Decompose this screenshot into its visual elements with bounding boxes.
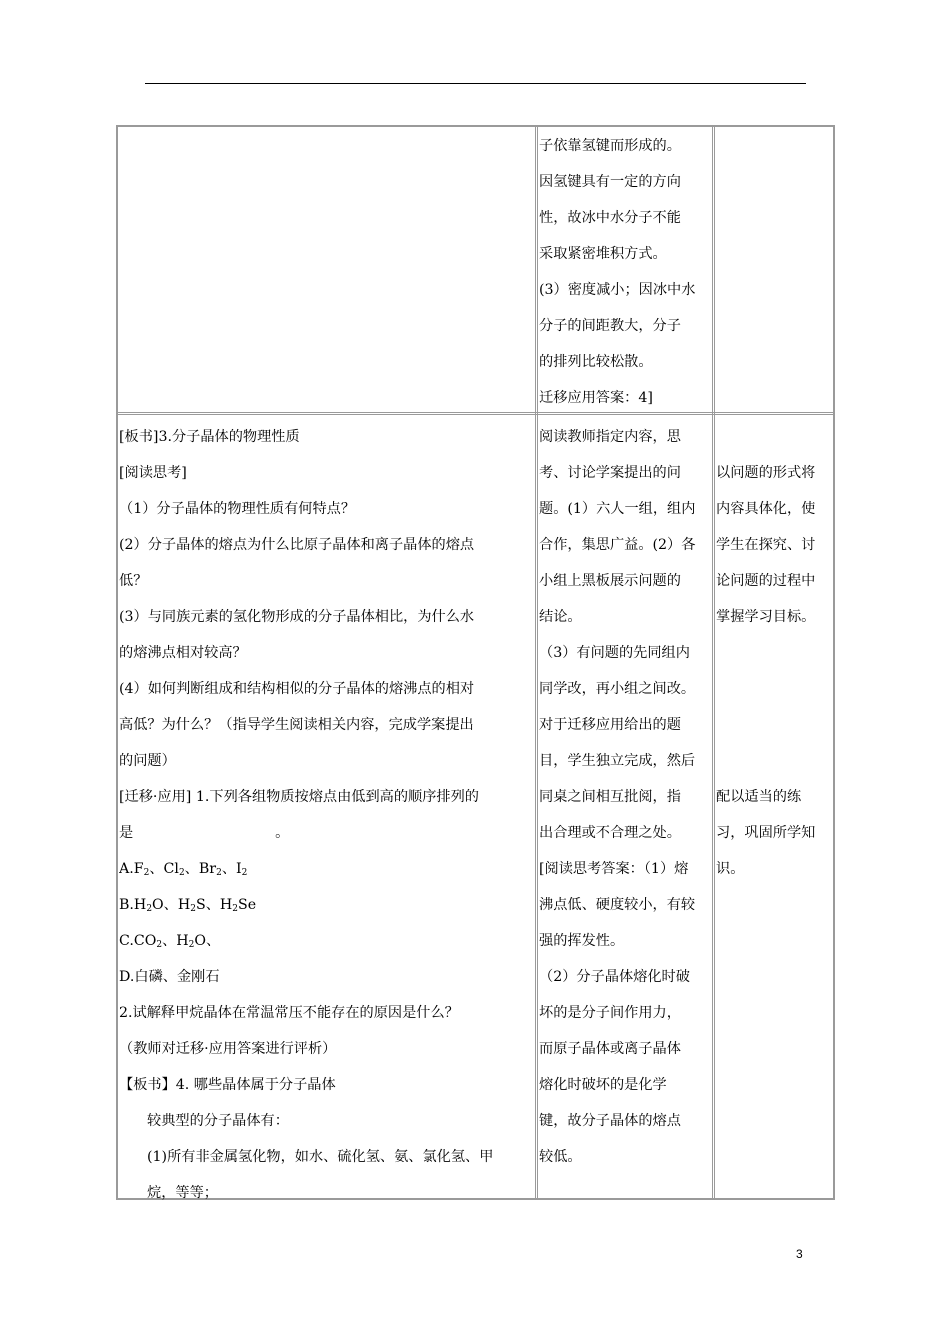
row-divider bbox=[118, 412, 833, 415]
text-line: 因氢键具有一定的方向 bbox=[539, 174, 681, 190]
option-a: $A.F_2$、$Cl_2$、$Br_2$、$I_2$ bbox=[119, 861, 248, 878]
text-line: 强的挥发性。 bbox=[539, 933, 625, 949]
text-line: 的排列比较松散。 bbox=[539, 354, 653, 370]
text-line: 较低。 bbox=[539, 1149, 582, 1165]
text-line: （1）分子晶体的物理性质有何特点？ bbox=[119, 501, 356, 517]
text-line: (3）与同族元素的氢化物形成的分子晶体相比，为什么水 bbox=[119, 609, 475, 625]
text-line: [阅读思考] bbox=[119, 465, 187, 481]
text-line: 结论。 bbox=[539, 609, 582, 625]
text-line: 的熔沸点相对较高？ bbox=[119, 645, 247, 661]
text-line: 识。 bbox=[716, 861, 745, 877]
text-line: 熔化时破坏的是化学 bbox=[539, 1077, 667, 1093]
text-line: 配以适当的练 bbox=[716, 789, 802, 805]
text-line: （教师对迁移·应用答案进行评析） bbox=[119, 1041, 337, 1057]
row2-teacher-cell bbox=[119, 419, 535, 1211]
text-line: 小组上黑板展示问题的 bbox=[539, 573, 681, 589]
text-line: 考、讨论学案提出的问 bbox=[539, 465, 681, 481]
text-line: 出合理或不合理之处。 bbox=[539, 825, 681, 841]
text-line: （2）分子晶体熔化时破 bbox=[539, 969, 690, 985]
text-line: 内容具体化，使 bbox=[716, 501, 816, 517]
text-line: 高低？为什么？（指导学生阅读相关内容，完成学案提出 bbox=[119, 717, 474, 733]
page-number: 3 bbox=[796, 1247, 803, 1261]
option-c: $C.CO_2$、$H_2O$、 bbox=[119, 933, 221, 950]
row2-design-intent-cell bbox=[716, 455, 834, 635]
header-rule bbox=[145, 83, 806, 84]
text-line: 学生在探究、讨 bbox=[716, 537, 816, 553]
text-line: 题。(1）六人一组，组内 bbox=[539, 501, 696, 517]
text-line: (1)所有非金属氢化物，如水、硫化氢、氨、氯化氢、甲 bbox=[147, 1149, 494, 1165]
row1-process-cell bbox=[539, 128, 712, 416]
text-line: 掌握学习目标。 bbox=[716, 609, 816, 625]
row2-student-cell bbox=[539, 419, 712, 1175]
text-line: (2）分子晶体的熔点为什么比原子晶体和离子晶体的熔点 bbox=[119, 537, 475, 553]
row2-design-intent-cell-2 bbox=[716, 779, 834, 887]
text-line: 子依靠氢键而形成的。 bbox=[539, 138, 681, 154]
text-line: 同桌之间相互批阅，指 bbox=[539, 789, 681, 805]
text-line: 同学改，再小组之间改。 bbox=[539, 681, 696, 697]
text-line: 沸点低、硬度较小，有较 bbox=[539, 897, 696, 913]
text-line: 较典型的分子晶体有： bbox=[147, 1113, 289, 1129]
text-line: (4）如何判断组成和结构相似的分子晶体的熔沸点的相对 bbox=[119, 681, 475, 697]
text-line: 【板书】4. 哪些晶体属于分子晶体 bbox=[119, 1077, 336, 1093]
text-line: 合作，集思广益。(2）各 bbox=[539, 537, 696, 553]
lesson-table bbox=[116, 125, 835, 1200]
text-line: 低？ bbox=[119, 573, 148, 589]
text-line: 迁移应用答案：4] bbox=[539, 390, 653, 406]
text-line: 是 。 bbox=[119, 825, 290, 841]
text-line: 键，故分子晶体的熔点 bbox=[539, 1113, 681, 1129]
text-line: 习，巩固所学知 bbox=[716, 825, 816, 841]
text-line: 论问题的过程中 bbox=[716, 573, 816, 589]
text-line: 坏的是分子间作用力， bbox=[539, 1005, 681, 1021]
text-line: 的问题） bbox=[119, 753, 176, 769]
text-line: 对于迁移应用给出的题 bbox=[539, 717, 681, 733]
option-d: D.白磷、金刚石 bbox=[119, 969, 220, 985]
text-line: 目，学生独立完成，然后 bbox=[539, 753, 696, 769]
text-line: (3）密度减小；因冰中水 bbox=[539, 282, 696, 298]
text-line: [迁移·应用] 1.下列各组物质按熔点由低到高的顺序排列的 bbox=[119, 789, 479, 805]
column-divider-2 bbox=[712, 127, 715, 1198]
text-line: 以问题的形式将 bbox=[716, 465, 816, 481]
text-line: 烷，等等； bbox=[147, 1185, 218, 1201]
text-line: 分子的间距教大，分子 bbox=[539, 318, 681, 334]
text-line: 采取紧密堆积方式。 bbox=[539, 246, 667, 262]
option-b: $B.H_2O$、$H_2S$、$H_2Se$ bbox=[119, 897, 257, 914]
column-divider-1 bbox=[535, 127, 538, 1198]
text-line: 性，故冰中水分子不能 bbox=[539, 210, 681, 226]
text-line: [阅读思考答案：（1）熔 bbox=[539, 861, 689, 877]
text-line: [板书]3.分子晶体的物理性质 bbox=[119, 429, 300, 445]
text-line: 阅读教师指定内容，思 bbox=[539, 429, 681, 445]
text-line: （3）有问题的先同组内 bbox=[539, 645, 690, 661]
text-line: 而原子晶体或离子晶体 bbox=[539, 1041, 681, 1057]
text-line: 2.试解释甲烷晶体在常温常压不能存在的原因是什么？ bbox=[119, 1005, 459, 1021]
